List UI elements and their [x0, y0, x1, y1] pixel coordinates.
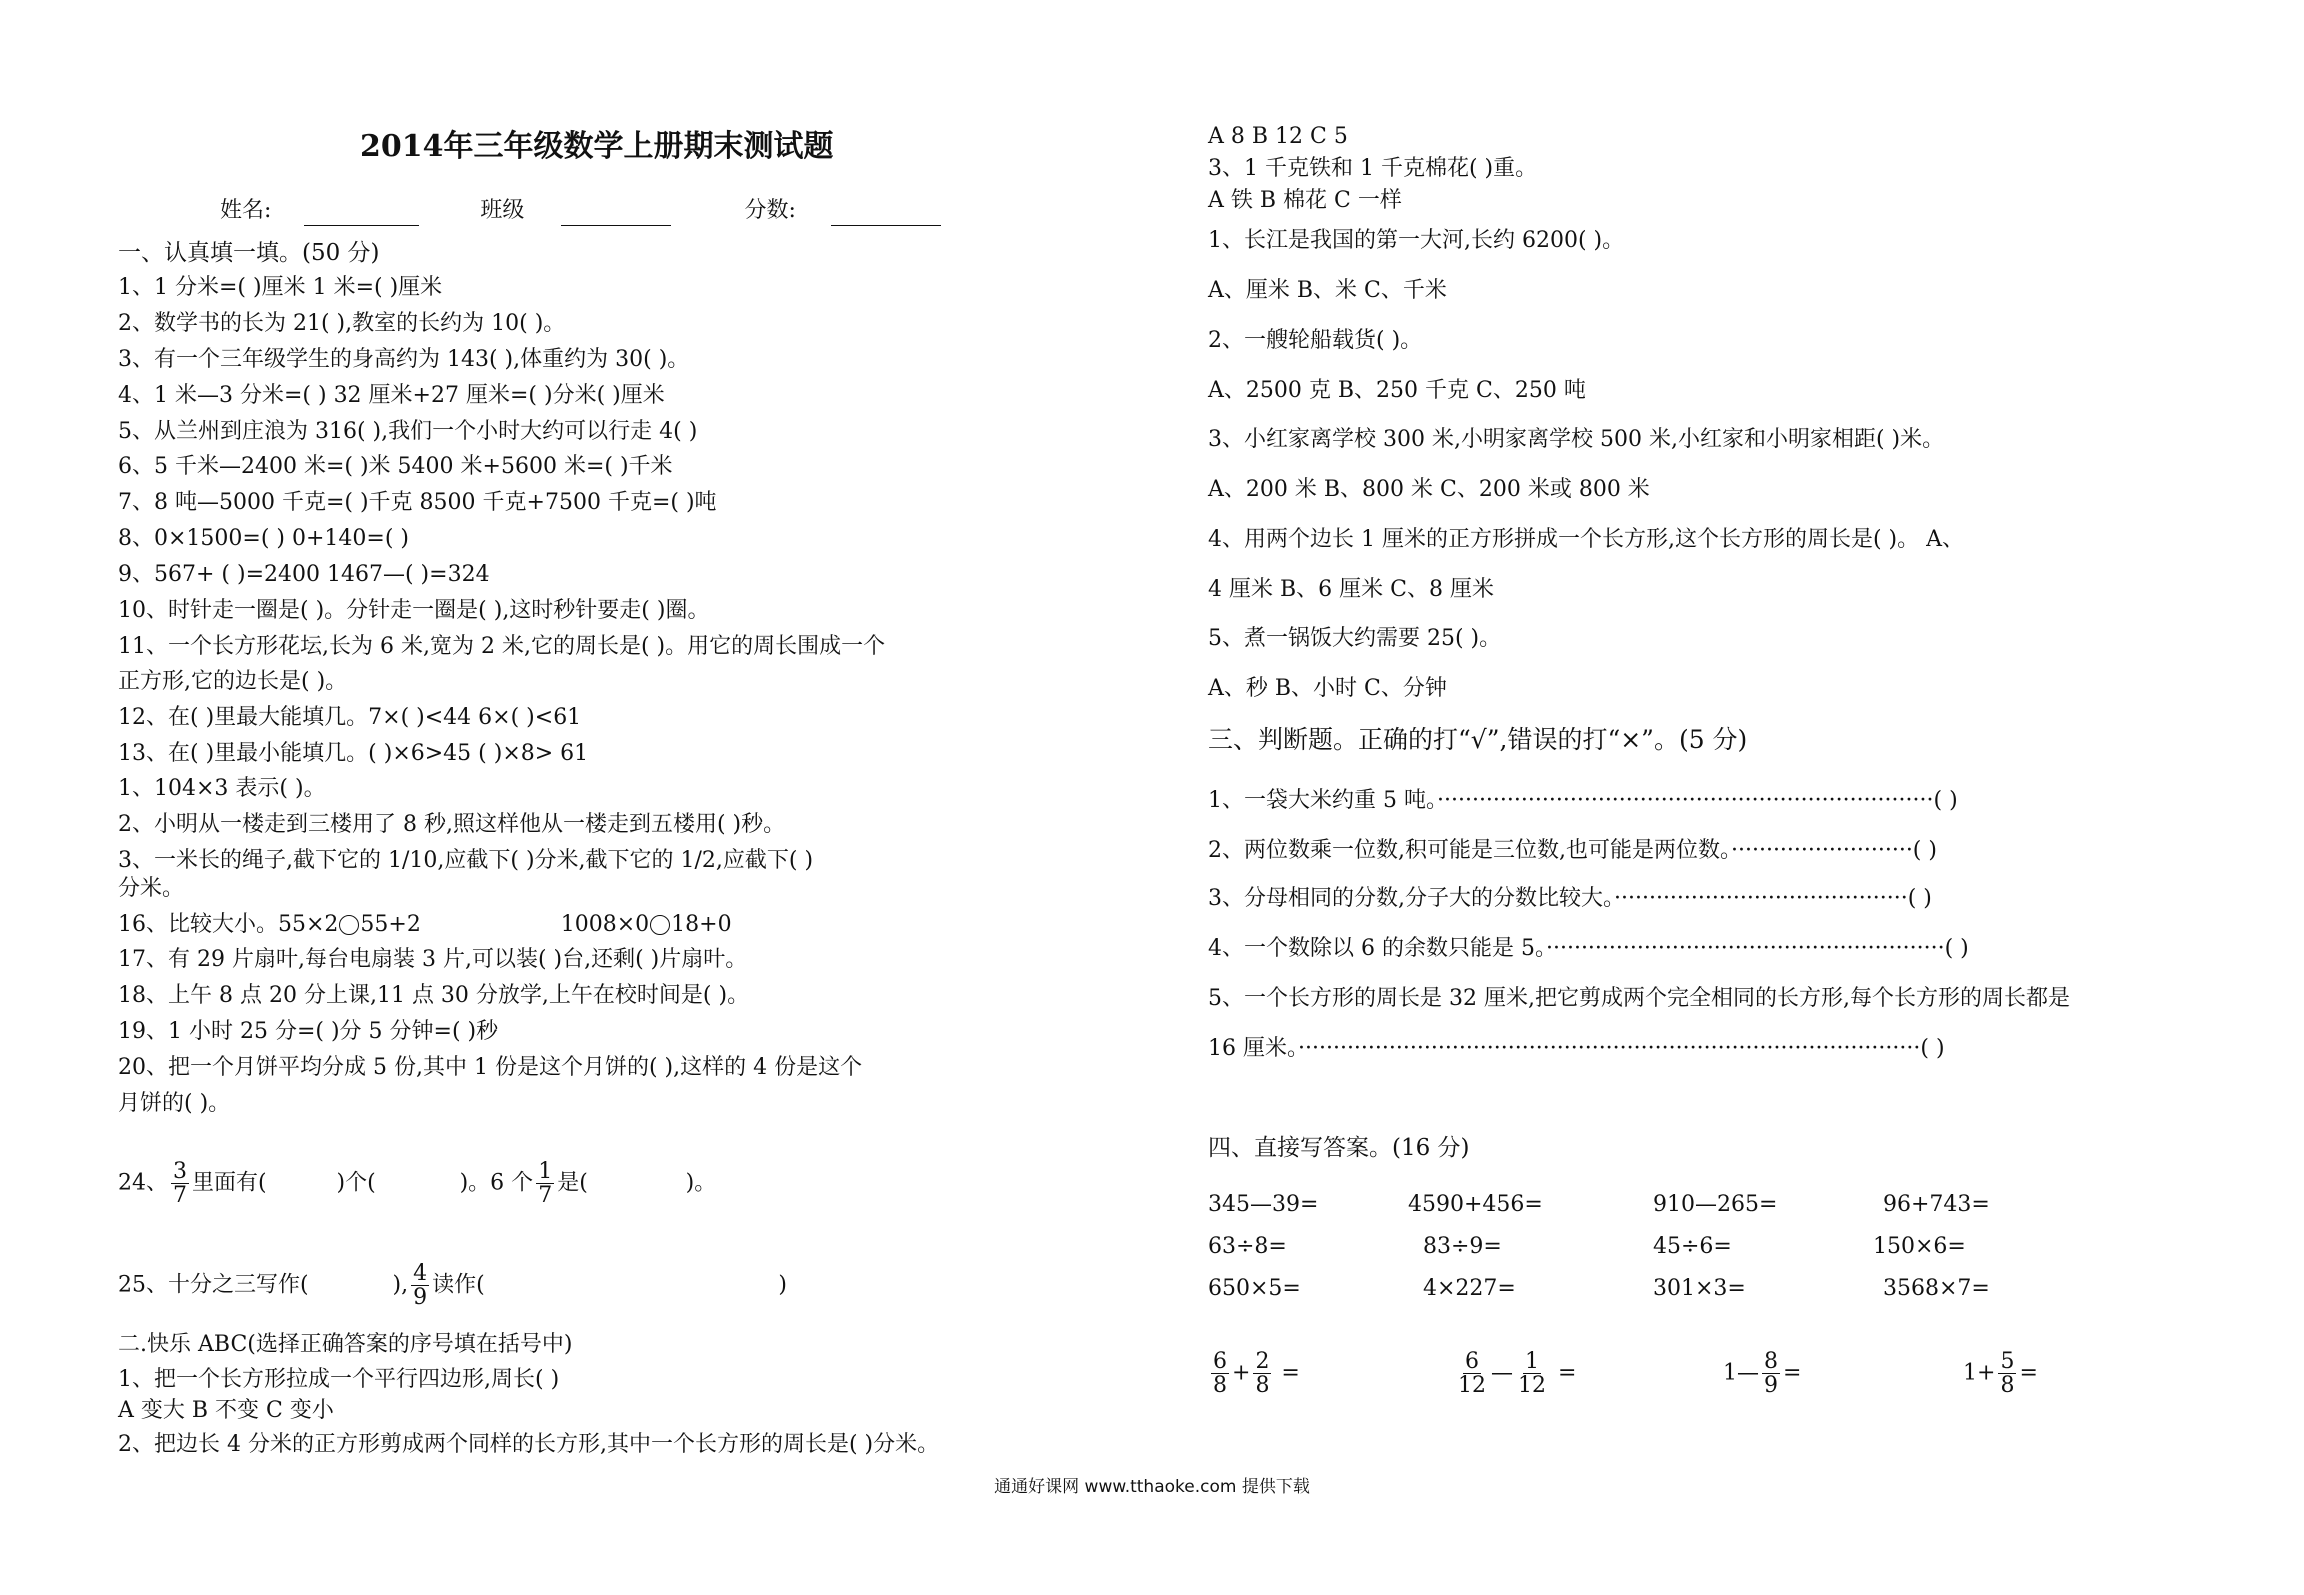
question: 3、1 千克铁和 1 千克棉花( )重。	[1208, 156, 1538, 181]
question-compare: 16、比较大小。55×2 55+2 1008×0 18+0	[118, 912, 732, 937]
judgement-item: 4、一个数除以 6 的余数只能是 5。·························································( )	[1208, 936, 1969, 961]
judgement-item: 1、一袋大米约重 5 吨。·······································································( )	[1208, 788, 1958, 813]
calc-item: 4590+456=	[1408, 1192, 1543, 1217]
question-fraction: 24、 $\frac{3}{7}$ 里面有( )个( )。6 个 $\frac{1}{7}$ 是( )。	[118, 1159, 717, 1209]
fraction-calc: 1+ $\frac{5}{8}$ =	[1963, 1349, 2038, 1399]
name-label: 姓名:	[220, 198, 272, 223]
question: 1、1 分米=( )厘米 1 米=( )厘米	[118, 275, 443, 300]
fraction-calc: 1— $\frac{8}{9}$ =	[1723, 1349, 1802, 1399]
judgement-item: 3、分母相同的分数,分子大的分数比较大。··········································( )	[1208, 886, 1932, 911]
calc-item: 150×6=	[1873, 1234, 1966, 1259]
question: 4、用两个边长 1 厘米的正方形拼成一个长方形,这个长方形的周长是( )。 A、	[1208, 527, 1965, 552]
question-continued: 月饼的( )。	[118, 1091, 231, 1116]
question: 20、把一个月饼平均分成 5 份,其中 1 份是这个月饼的( ),这样的 4 份是这个	[118, 1055, 863, 1080]
score-label: 分数:	[744, 198, 796, 223]
section-3-heading: 三、判断题。正确的打“√”,错误的打“×”。(5 分)	[1208, 725, 1748, 754]
page-title: 2014年三年级数学上册期末测试题	[360, 129, 834, 164]
choice-options: A 铁 B 棉花 C 一样	[1208, 188, 1402, 213]
class-field[interactable]	[561, 203, 671, 226]
question: 1、长江是我国的第一大河,长约 6200( )。	[1208, 228, 1625, 253]
compare-circle[interactable]	[650, 915, 670, 935]
question: 19、1 小时 25 分=( )分 5 分钟=( )秒	[118, 1019, 499, 1044]
judgement-item: 2、两位数乘一位数,积可能是三位数,也可能是两位数。··························( )	[1208, 838, 1937, 863]
question: 5、从兰州到庄浪为 316( ),我们一个小时大约可以行走 4( )	[118, 419, 698, 444]
question: 7、8 吨—5000 千克=( )千克 8500 千克+7500 千克=( )吨	[118, 490, 717, 515]
class-label: 班级	[480, 198, 525, 223]
choice-options: A 变大 B 不变 C 变小	[118, 1398, 334, 1423]
question: 3、小红家离学校 300 米,小明家离学校 500 米,小红家和小明家相距( )米。	[1208, 427, 1945, 452]
question: 11、一个长方形花坛,长为 6 米,宽为 2 米,它的周长是( )。用它的周长围成一个	[118, 634, 886, 659]
section-4-heading: 四、直接写答案。(16 分)	[1208, 1135, 1470, 1161]
choice-options: A、秒 B、小时 C、分钟	[1208, 676, 1447, 701]
score-field[interactable]	[831, 203, 941, 226]
question: 5、煮一锅饭大约需要 25( )。	[1208, 626, 1502, 651]
question: 13、在( )里最小能填几。( )×6>45 ( )×8> 61	[118, 741, 589, 766]
calc-item: 3568×7=	[1883, 1276, 1990, 1301]
choice-options: 4 厘米 B、6 厘米 C、8 厘米	[1208, 577, 1494, 602]
calc-item: 4×227=	[1423, 1276, 1516, 1301]
fraction: $\frac{3}{7}$	[173, 1159, 187, 1209]
compare-circle[interactable]	[339, 915, 359, 935]
fraction: $\frac{4}{9}$	[413, 1261, 428, 1311]
calc-item: 96+743=	[1883, 1192, 1990, 1217]
calc-item: 45÷6=	[1653, 1234, 1732, 1259]
question: 12、在( )里最大能填几。7×( )<44 6×( )<61	[118, 705, 582, 730]
name-field[interactable]	[304, 203, 419, 226]
question-fraction: 25、十分之三写作( ), $\frac{4}{9}$ 读作( )	[118, 1261, 787, 1311]
section-2-heading: 二.快乐 ABC(选择正确答案的序号填在括号中)	[118, 1332, 573, 1357]
question: 1、把一个长方形拉成一个平行四边形,周长( )	[118, 1367, 560, 1392]
question-continued: 分米。	[118, 876, 185, 901]
question: 10、时针走一圈是( )。分针走一圈是( ),这时秒针要走( )圈。	[118, 598, 710, 623]
judgement-item: 5、一个长方形的周长是 32 厘米,把它剪成两个完全相同的长方形,每个长方形的周长都是	[1208, 986, 2070, 1011]
question: 1、104×3 表示( )。	[118, 776, 326, 801]
question: 8、0×1500=( ) 0+140=( )	[118, 526, 410, 551]
question: 3、有一个三年级学生的身高约为 143( ),体重约为 30( )。	[118, 347, 690, 372]
question: 2、一艘轮船载货( )。	[1208, 328, 1423, 353]
question: 2、小明从一楼走到三楼用了 8 秒,照这样他从一楼走到五楼用( )秒。	[118, 812, 786, 837]
choice-options: A、200 米 B、800 米 C、200 米或 800 米	[1208, 477, 1650, 502]
fraction: $\frac{1}{7}$	[538, 1159, 553, 1209]
calc-item: 301×3=	[1653, 1276, 1746, 1301]
calc-item: 910—265=	[1653, 1192, 1778, 1217]
fraction-calc: $\frac{6}{12}$ — $\frac{1}{12}$ =	[1458, 1349, 1577, 1399]
choice-options: A、2500 克 B、250 千克 C、250 吨	[1208, 378, 1586, 403]
question: 18、上午 8 点 20 分上课,11 点 30 分放学,上午在校时间是( )。	[118, 983, 750, 1008]
question-continued: 正方形,它的边长是( )。	[118, 669, 348, 694]
calc-item: 63÷8=	[1208, 1234, 1287, 1259]
calc-item: 83÷9=	[1423, 1234, 1502, 1259]
student-info-row	[220, 196, 941, 226]
section-1-heading: 一、认真填一填。(50 分)	[118, 240, 380, 266]
question: 4、1 米—3 分米=( ) 32 厘米+27 厘米=( )分米( )厘米	[118, 383, 665, 408]
footer-source: 通通好课网 www.tthaoke.com 提供下载	[994, 1477, 1310, 1497]
question: 6、5 千米—2400 米=( )米 5400 米+5600 米=( )千米	[118, 454, 673, 479]
judgement-item-continued: 16 厘米。·························································································( )	[1208, 1036, 1945, 1061]
question: 3、一米长的绳子,截下它的 1/10,应截下( )分米,截下它的 1/2,应截下( )	[118, 848, 814, 873]
question: 2、把边长 4 分米的正方形剪成两个同样的长方形,其中一个长方形的周长是( )分米。	[118, 1432, 940, 1457]
calc-item: 345—39=	[1208, 1192, 1319, 1217]
choice-options: A 8 B 12 C 5	[1208, 124, 1348, 149]
choice-options: A、厘米 B、米 C、千米	[1208, 278, 1447, 303]
question: 17、有 29 片扇叶,每台电扇装 3 片,可以装( )台,还剩( )片扇叶。	[118, 947, 748, 972]
question: 2、数学书的长为 21( ),教室的长约为 10( )。	[118, 311, 566, 336]
question: 9、567+ ( )=2400 1467—( )=324	[118, 562, 490, 587]
fraction-calc: $\frac{6}{8}$ + $\frac{2}{8}$ =	[1213, 1349, 1300, 1399]
calc-item: 650×5=	[1208, 1276, 1301, 1301]
